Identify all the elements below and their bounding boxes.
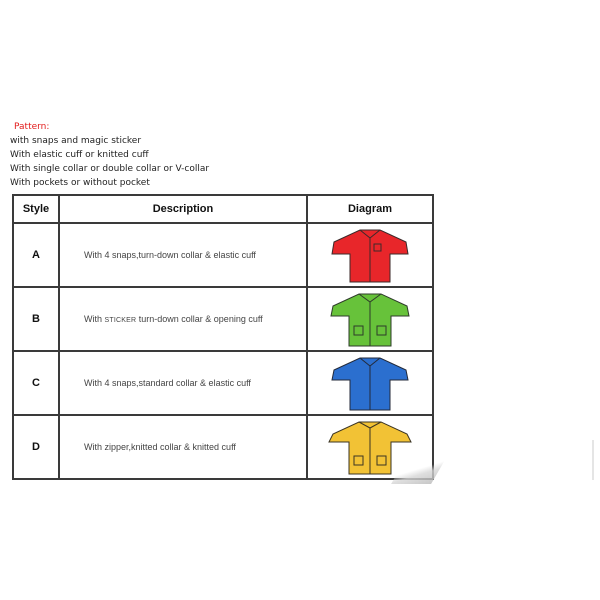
table-row [13,351,433,415]
header-description: Description [59,195,307,223]
table-row [13,223,433,287]
pattern-line-4: With pockets or without pocket [10,178,150,188]
header-style: Style [13,195,59,223]
pattern-line-2: With elastic cuff or knitted cuff [10,150,149,160]
description-cell: With 4 snaps,standard collar & elastic cuff [59,351,307,415]
table-row [13,415,433,479]
description-sticker: STICKER [104,317,137,324]
description-cell [59,287,307,351]
table-header-row [13,195,433,223]
style-cell: C [13,351,59,415]
description-cell: With zipper,knitted collar & knitted cuff [59,415,307,479]
description-cell: With 4 snaps,turn-down collar & elastic cuff [59,223,307,287]
description-prefix: With [84,314,105,324]
description-suffix: turn-down collar & opening cuff [136,314,263,324]
pattern-line-3: With single collar or double collar or V-collar [10,164,210,174]
table-row [13,287,433,351]
edge-divider [592,440,594,480]
header-diagram: Diagram [307,195,433,223]
style-cell: D [13,415,59,479]
diagram-cell [307,351,433,415]
blue-shirt-icon [330,354,410,412]
pattern-line-1: with snaps and magic sticker [10,136,142,146]
style-cell: A [13,223,59,287]
pattern-title: Pattern: [14,122,50,132]
red-shirt-icon [330,226,410,284]
style-table [12,194,434,480]
green-shirt-icon [329,290,411,348]
style-cell: B [13,287,59,351]
pattern-list [10,120,209,190]
diagram-cell [307,287,433,351]
diagram-cell [307,223,433,287]
